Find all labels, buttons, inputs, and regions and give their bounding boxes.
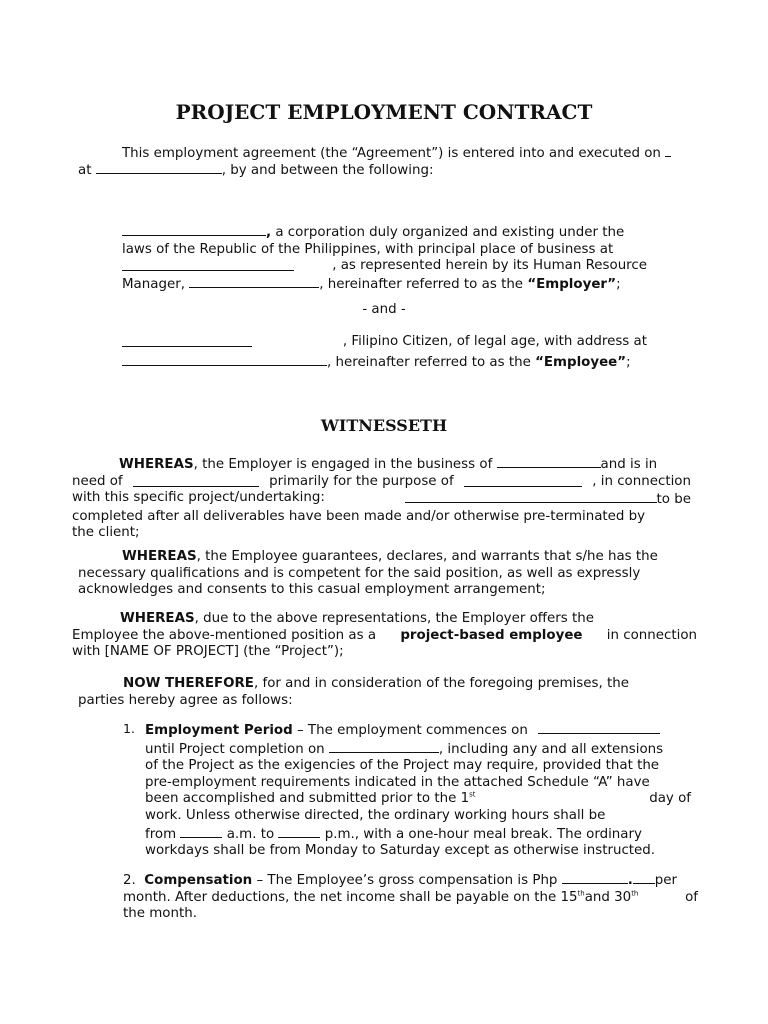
end-time-blank[interactable] — [278, 825, 320, 838]
item-2-compensation: 2. Compensation – The Employee’s gross compensation is Php . per month. After deductions, the net income shall be payable on the 15thand 30th of the month. — [123, 873, 698, 922]
employee-block: , Filipino Citizen, of legal age, with address at , hereinafter referred to as the “Employee”; — [122, 334, 647, 371]
employee-name-blank[interactable] — [122, 334, 252, 347]
hr-manager-blank[interactable] — [189, 275, 319, 288]
compensation-blank[interactable] — [562, 871, 628, 884]
intro-line-2: at , by and between the following: — [78, 163, 434, 178]
employee-address-blank[interactable] — [122, 353, 327, 366]
business-blank[interactable] — [497, 455, 601, 468]
intro-line-1: This employment agreement (the “Agreement”) is entered into and executed on — [122, 144, 692, 163]
witnesseth-heading: WITNESSETH — [320, 416, 448, 435]
employer-name-blank[interactable] — [122, 223, 266, 236]
whereas-paragraph-3: WHEREAS, due to the above representations, the Employer offers the Employee the above-mentioned position as a project-based employee in connection with [NAME OF PROJECT] (the “Project”); — [72, 611, 697, 660]
now-therefore-paragraph: NOW THEREFORE, for and in consideration of the foregoing premises, the parties hereby agree as follows: — [78, 676, 629, 708]
whereas-paragraph-2: WHEREAS, the Employee guarantees, declares, and warrants that s/he has the necessary qualifications and is competent for the said position, as well as expressly acknowledges and consents to this casual employment arrangement; — [78, 549, 658, 598]
centavos-blank[interactable] — [633, 871, 655, 884]
date-blank[interactable] — [665, 144, 671, 157]
and-separator: - and - — [362, 302, 406, 317]
document-title: PROJECT EMPLOYMENT CONTRACT — [175, 100, 593, 124]
commencement-date-blank[interactable] — [538, 721, 660, 734]
project-undertaking-blank[interactable] — [405, 490, 657, 503]
employer-block: , a corporation duly organized and existing under the laws of the Republic of the Philippines, with principal place of business at , as represented herein by its Human Resource Manager, , hereinafter referred to as the “Employer”; — [122, 225, 647, 292]
item-1-number: 1. — [123, 721, 135, 736]
employer-address-blank[interactable] — [122, 258, 294, 271]
completion-date-blank[interactable] — [329, 740, 439, 753]
purpose-blank[interactable] — [464, 474, 582, 487]
item-1-employment-period: Employment Period – The employment commences on until Project completion on , including any and all extensions of the Project as the exigencies of the Project may require, provided that the pre-employment requirements indicated in the attached Schedule “A” have been accomplished and submitted prior to the 1st day of work. Unless otherwise directed, the ordinary working hours shall be from a.m. to p.m., with a one-hour meal break. The ordinary workdays shall be from Monday to Saturday except as otherwise instructed. — [145, 723, 691, 859]
whereas-paragraph-1: WHEREAS, the Employer is engaged in the business of and is in need of primarily for the purpose of , in connection with this specific project/undertaking: to be completed after all deliverables have been made and/or otherwise pre-terminated by the client; — [72, 457, 691, 541]
position-blank[interactable] — [133, 474, 259, 487]
start-time-blank[interactable] — [180, 825, 222, 838]
place-blank[interactable] — [96, 161, 222, 174]
